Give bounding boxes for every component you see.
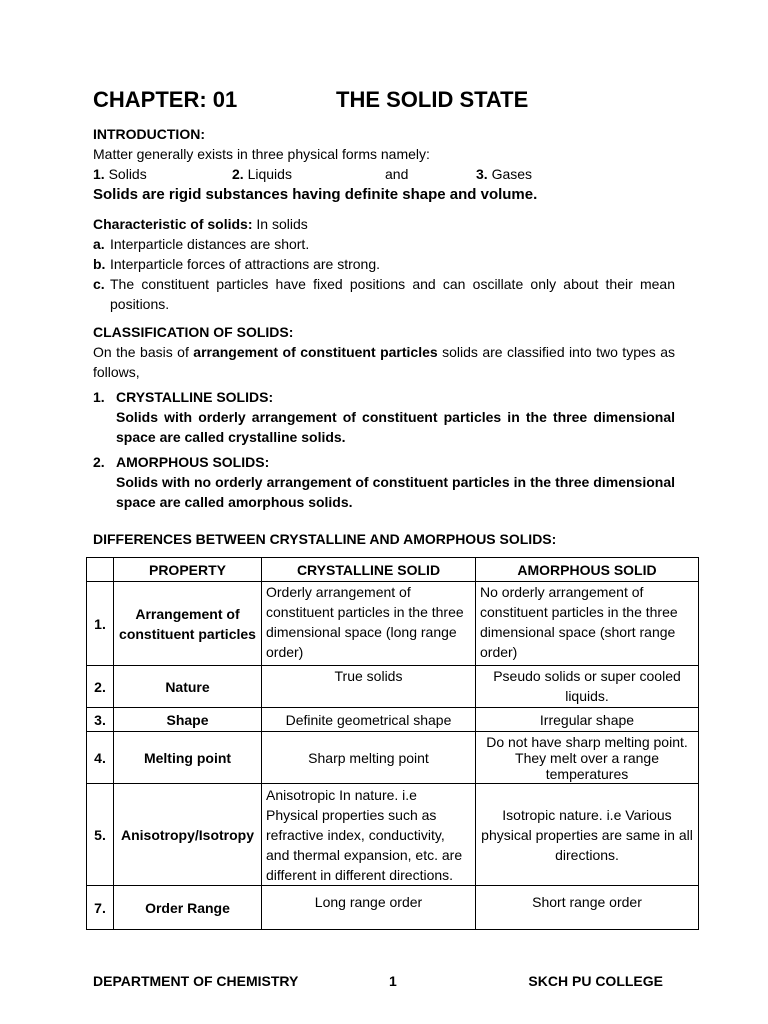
intro-line: Matter generally exists in three physical forms namely:	[93, 146, 430, 162]
footer-college: SKCH PU COLLEGE	[528, 973, 663, 989]
column-header: AMORPHOUS SOLID	[476, 558, 699, 582]
characteristics-list	[93, 234, 675, 314]
column-header: CRYSTALLINE SOLID	[262, 558, 476, 582]
row-number: 1.	[87, 582, 114, 666]
row-amorphous: Pseudo solids or super cooled liquids.	[476, 666, 699, 708]
form-2: 2. Liquids	[232, 166, 292, 182]
row-crystalline: Definite geometrical shape	[262, 708, 476, 732]
row-crystalline: Anisotropic In nature. i.e Physical properties such as refractive index, conductivity, and thermal expansion, etc. are different in different directions.	[262, 784, 476, 886]
table-row	[87, 886, 699, 930]
row-property: Melting point	[114, 732, 262, 784]
row-number: 7.	[87, 886, 114, 930]
list-item: a. Interparticle distances are short.	[93, 236, 310, 252]
list-item: b. Interparticle forces of attractions are strong.	[93, 256, 381, 272]
physical-forms	[93, 164, 675, 184]
row-crystalline: Orderly arrangement of constituent particles in the three dimensional space (long range order)	[262, 582, 476, 666]
row-number: 3.	[87, 708, 114, 732]
chapter-number: CHAPTER: 01	[93, 87, 238, 112]
table-row	[87, 708, 699, 732]
crystalline-description: Solids with orderly arrangement of constituent particles in the three dimensional space are called crystalline solids.	[116, 409, 675, 445]
table-row	[87, 582, 699, 666]
amorphous-type: 2. AMORPHOUS SOLIDS: Solids with no orderly arrangement of constituent particles in the three dimensional space are called amorphous solids.	[93, 454, 675, 510]
solids-definition: Solids are rigid substances having definite shape and volume.	[93, 186, 538, 203]
column-header	[87, 558, 114, 582]
row-amorphous: Isotropic nature. i.e Various physical properties are same in all directions.	[476, 784, 699, 886]
row-number: 5.	[87, 784, 114, 886]
row-number: 4.	[87, 732, 114, 784]
table-row	[87, 666, 699, 708]
row-crystalline: Long range order	[262, 886, 476, 930]
table-row	[87, 784, 699, 886]
amorphous-description: Solids with no orderly arrangement of constituent particles in the three dimensional space are called amorphous solids.	[116, 474, 675, 510]
row-crystalline: Sharp melting point	[262, 732, 476, 784]
row-amorphous: Do not have sharp melting point. They melt over a range temperatures	[476, 732, 699, 784]
differences-heading: DIFFERENCES BETWEEN CRYSTALLINE AND AMORPHOUS SOLIDS:	[93, 531, 557, 547]
column-header: PROPERTY	[114, 558, 262, 582]
page-number: 1	[389, 973, 397, 989]
characteristics-heading: Characteristic of solids: In solids	[93, 216, 308, 232]
page-footer	[93, 971, 663, 991]
row-amorphous: Irregular shape	[476, 708, 699, 732]
classification-intro: On the basis of arrangement of constituent particles solids are classified into two types as follows,	[93, 344, 675, 380]
form-and: and	[385, 166, 409, 182]
differences-table	[86, 557, 699, 930]
form-3: 3. Gases	[476, 166, 533, 182]
crystalline-type: 1. CRYSTALLINE SOLIDS: Solids with orderly arrangement of constituent particles in the three dimensional space are called crystalline solids.	[93, 389, 675, 445]
row-amorphous: Short range order	[476, 886, 699, 930]
row-number: 2.	[87, 666, 114, 708]
row-amorphous: No orderly arrangement of constituent particles in the three dimensional space (short range order)	[476, 582, 699, 666]
row-property: Nature	[114, 666, 262, 708]
row-property: Anisotropy/Isotropy	[114, 784, 262, 886]
list-item: c. The constituent particles have fixed positions and can oscillate only about their mean positions.	[93, 276, 675, 312]
table-row	[87, 732, 699, 784]
table-header-row	[87, 558, 699, 582]
form-1: 1. Solids	[93, 166, 147, 182]
row-crystalline: True solids	[262, 666, 476, 708]
footer-department: DEPARTMENT OF CHEMISTRY	[93, 973, 299, 989]
chapter-title: THE SOLID STATE	[336, 87, 529, 112]
row-property: Arrangement of constituent particles	[114, 582, 262, 666]
classification-heading: CLASSIFICATION OF SOLIDS:	[93, 324, 294, 340]
row-property: Order Range	[114, 886, 262, 930]
intro-heading: INTRODUCTION:	[93, 126, 205, 142]
row-property: Shape	[114, 708, 262, 732]
